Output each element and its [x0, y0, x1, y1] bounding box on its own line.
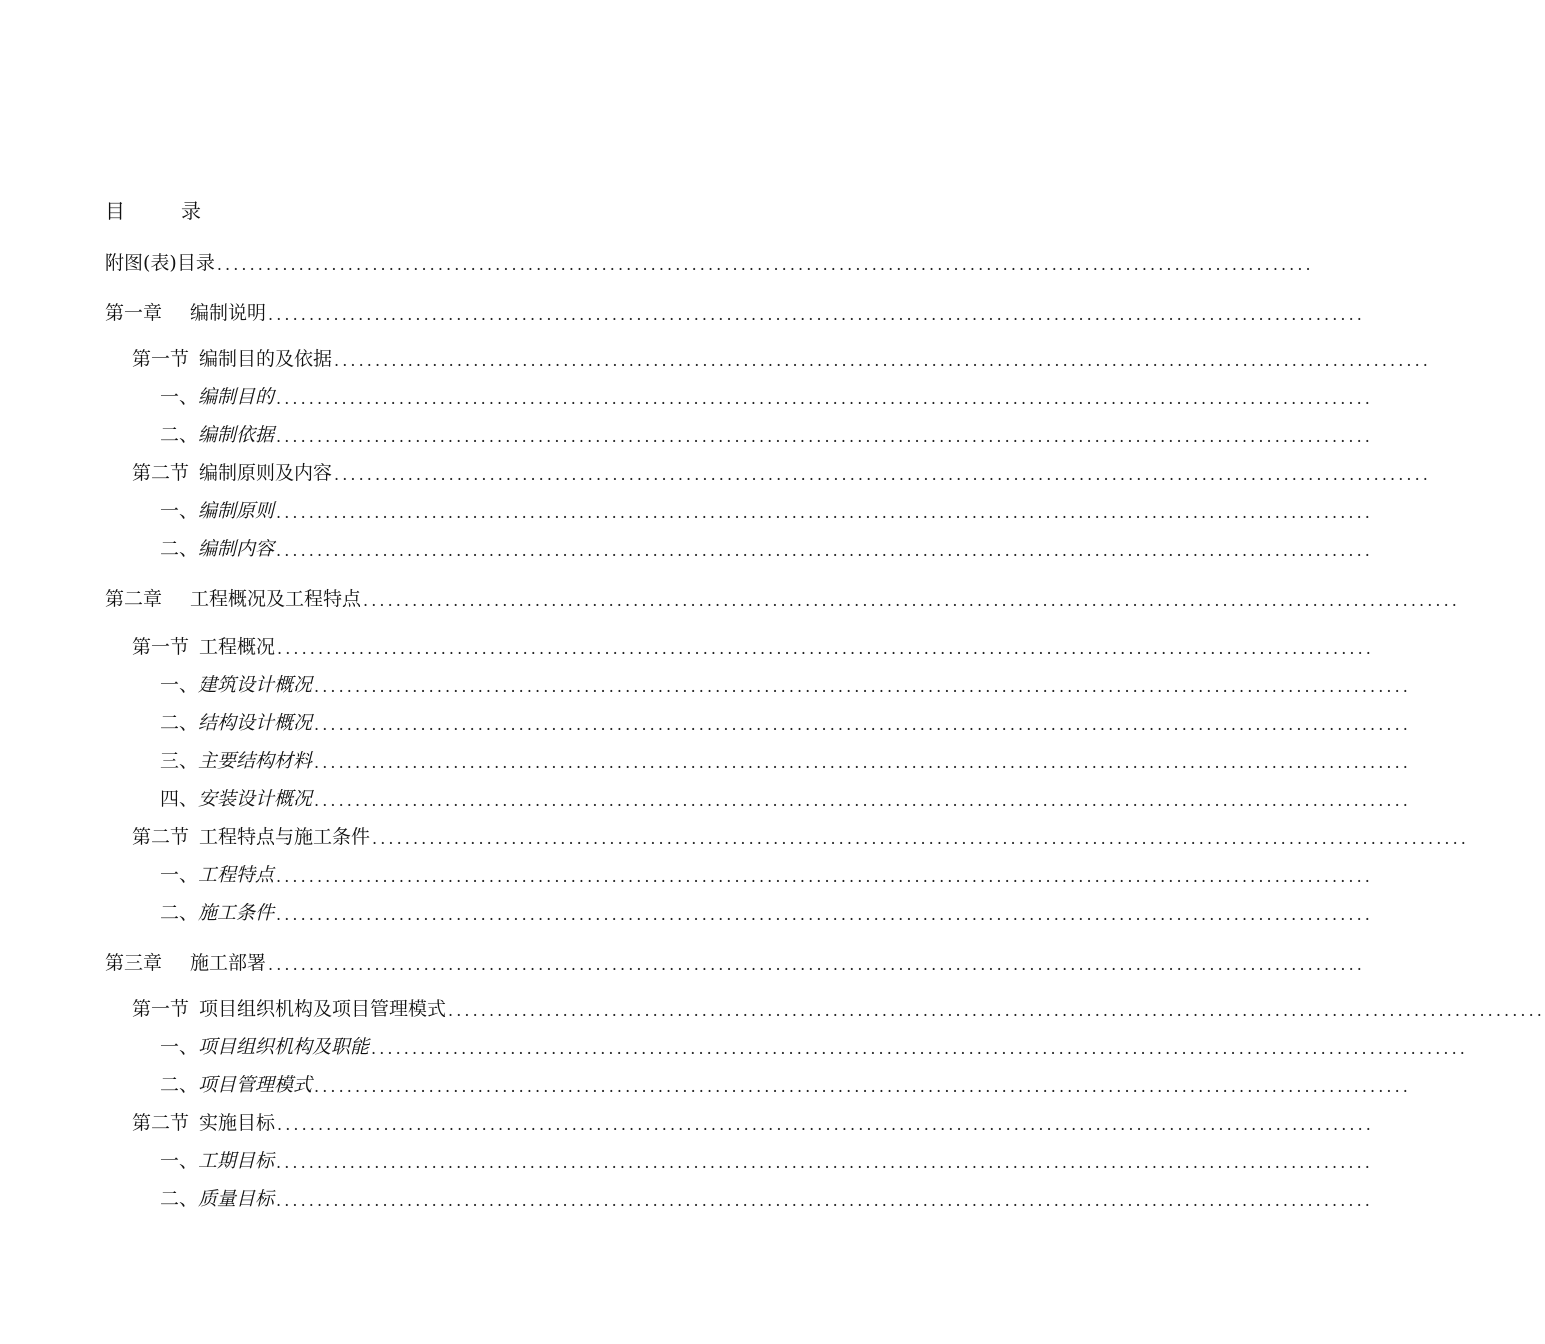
- toc-entry[interactable]: [160, 1072, 1411, 1098]
- toc-entry-label: [160, 1148, 274, 1174]
- toc-dot-leader: ......................................................................................................................................: [314, 791, 1411, 810]
- toc-entry-label: [160, 498, 274, 524]
- toc-entry-number: 一、: [160, 1150, 199, 1172]
- toc-entry-title: 编制目的及依据: [199, 348, 333, 370]
- toc-entry[interactable]: [160, 1186, 1373, 1212]
- toc-entry[interactable]: [160, 672, 1411, 698]
- toc-dot-leader: ......................................................................................................................................: [314, 1077, 1411, 1096]
- toc-entry[interactable]: [132, 346, 1431, 372]
- toc-entry[interactable]: [160, 536, 1373, 562]
- toc-entry[interactable]: [105, 950, 1365, 976]
- toc-entry-title: 编制内容: [198, 538, 275, 560]
- toc-entry-label: [132, 996, 446, 1022]
- toc-entry-number: 第二节: [132, 462, 190, 484]
- toc-entry-number: 二、: [160, 424, 199, 446]
- toc-entry-title: 结构设计概况: [198, 712, 313, 734]
- toc-entry[interactable]: [160, 1148, 1373, 1174]
- toc-entry-number: 一、: [160, 1036, 199, 1058]
- toc-entry-title: 附图(表)目录: [105, 252, 215, 274]
- toc-entry[interactable]: [160, 422, 1373, 448]
- toc-entry-number: 一、: [160, 674, 199, 696]
- toc-entry-label: [160, 672, 312, 698]
- toc-entry-title: 主要结构材料: [198, 750, 313, 772]
- toc-entry-label: [132, 460, 332, 486]
- toc-dot-leader: ......................................................................................................................................: [276, 1191, 1373, 1210]
- toc-entry-title: 工程特点: [198, 864, 275, 886]
- toc-entry-title: 工程概况: [199, 636, 276, 658]
- toc-entry-title: 项目管理模式: [198, 1074, 313, 1096]
- toc-entry-label: [160, 748, 312, 774]
- toc-entry-title: 编制目的: [198, 386, 275, 408]
- toc-dot-leader: ......................................................................................................................................: [276, 1153, 1373, 1172]
- toc-entry-number: 四、: [160, 788, 199, 810]
- toc-entry-label: [160, 536, 274, 562]
- toc-dot-leader: ......................................................................................................................................: [371, 1039, 1468, 1058]
- toc-entry-number: 第二节: [132, 1112, 190, 1134]
- toc-entry[interactable]: [160, 1034, 1468, 1060]
- toc-title-right: 录: [181, 199, 201, 223]
- toc-entry-title: 项目组织机构及职能: [198, 1036, 370, 1058]
- toc-dot-leader: ......................................................................................................................................: [277, 1115, 1374, 1134]
- toc-entry[interactable]: [160, 498, 1373, 524]
- toc-entry-number: 一、: [160, 386, 199, 408]
- toc-entry-label: [105, 950, 266, 976]
- toc-dot-leader: ......................................................................................................................................: [268, 305, 1365, 324]
- toc-entry[interactable]: [160, 384, 1373, 410]
- toc-entry-label: [160, 1034, 369, 1060]
- toc-entry-number: 第一节: [132, 348, 190, 370]
- toc-entry-label: [160, 422, 274, 448]
- toc-dot-leader: ......................................................................................................................................: [276, 541, 1373, 560]
- toc-dot-leader: ......................................................................................................................................: [276, 427, 1373, 446]
- toc-title-left: 目: [105, 199, 125, 223]
- toc-entry-label: [105, 300, 266, 326]
- toc-entry-number: 一、: [160, 864, 199, 886]
- toc-entry-title: 编制说明: [190, 302, 267, 324]
- toc-entry[interactable]: [160, 900, 1373, 926]
- toc-entry-number: 一、: [160, 500, 199, 522]
- toc-entry-title: 实施目标: [199, 1112, 276, 1134]
- toc-dot-leader: ......................................................................................................................................: [268, 955, 1365, 974]
- toc-dot-leader: ......................................................................................................................................: [276, 389, 1373, 408]
- toc-dot-leader: ......................................................................................................................................: [314, 715, 1411, 734]
- toc-entry-number: 第一节: [132, 998, 190, 1020]
- toc-entry-title: 编制原则: [198, 500, 275, 522]
- toc-entry[interactable]: [160, 710, 1411, 736]
- toc-dot-leader: ......................................................................................................................................: [277, 639, 1374, 658]
- toc-dot-leader: ......................................................................................................................................: [314, 753, 1411, 772]
- toc-entry[interactable]: [105, 586, 1460, 612]
- toc-entry-label: [160, 384, 274, 410]
- toc-entry-number: 第二节: [132, 826, 190, 848]
- toc-entry-label: [160, 1186, 274, 1212]
- toc-dot-leader: ......................................................................................................................................: [372, 829, 1469, 848]
- toc-entry-label: [105, 250, 215, 276]
- toc-entry-number: 第二章: [105, 588, 163, 610]
- toc-entry[interactable]: [132, 824, 1469, 850]
- toc-entry[interactable]: [132, 634, 1374, 660]
- toc-entry-title: 项目组织机构及项目管理模式: [199, 998, 447, 1020]
- toc-entry-label: [160, 900, 274, 926]
- toc-entry-label: [132, 634, 275, 660]
- toc-entry-label: [160, 786, 312, 812]
- toc-entry-label: [132, 1110, 275, 1136]
- toc-entry-title: 工期目标: [198, 1150, 275, 1172]
- toc-entry[interactable]: [105, 250, 1314, 276]
- toc-dot-leader: ......................................................................................................................................: [276, 867, 1373, 886]
- toc-entry[interactable]: [160, 748, 1411, 774]
- toc-dot-leader: ......................................................................................................................................: [334, 465, 1431, 484]
- toc-entry-number: 二、: [160, 1188, 199, 1210]
- toc-entry-title: 工程概况及工程特点: [190, 588, 362, 610]
- toc-entry[interactable]: [160, 786, 1411, 812]
- toc-dot-leader: ......................................................................................................................................: [276, 503, 1373, 522]
- toc-dot-leader: ......................................................................................................................................: [216, 255, 1314, 274]
- toc-dot-leader: ......................................................................................................................................: [448, 1001, 1545, 1020]
- toc-entry[interactable]: [105, 300, 1365, 326]
- toc-entry-title: 安装设计概况: [198, 788, 313, 810]
- toc-entry[interactable]: [160, 862, 1373, 888]
- toc-entry-title: 编制原则及内容: [199, 462, 333, 484]
- toc-entry-number: 第一节: [132, 636, 190, 658]
- toc-entry-number: 二、: [160, 1074, 199, 1096]
- toc-dot-leader: ......................................................................................................................................: [363, 591, 1460, 610]
- toc-entry-label: [132, 346, 332, 372]
- toc-entry-label: [160, 862, 274, 888]
- toc-entry-title: 施工条件: [198, 902, 275, 924]
- toc-entry-label: [160, 710, 312, 736]
- toc-entry-number: 二、: [160, 902, 199, 924]
- toc-dot-leader: ......................................................................................................................................: [276, 905, 1373, 924]
- toc-entry-number: 第一章: [105, 302, 163, 324]
- toc-entry-number: 三、: [160, 750, 199, 772]
- toc-entry-title: 施工部署: [190, 952, 267, 974]
- toc-entry-number: 二、: [160, 538, 199, 560]
- toc-entry-title: 工程特点与施工条件: [199, 826, 371, 848]
- toc-entry-label: [160, 1072, 312, 1098]
- toc-entry[interactable]: [132, 996, 1545, 1022]
- toc-dot-leader: ......................................................................................................................................: [334, 351, 1431, 370]
- toc-entry-title: 编制依据: [198, 424, 275, 446]
- toc-entry-title: 建筑设计概况: [198, 674, 313, 696]
- toc-dot-leader: ......................................................................................................................................: [314, 677, 1411, 696]
- toc-entry-label: [132, 824, 370, 850]
- toc-entry[interactable]: [132, 1110, 1374, 1136]
- toc-entry-number: 二、: [160, 712, 199, 734]
- toc-entry[interactable]: [132, 460, 1431, 486]
- toc-entry-number: 第三章: [105, 952, 163, 974]
- toc-entry-label: [105, 586, 361, 612]
- toc-entry-title: 质量目标: [198, 1188, 275, 1210]
